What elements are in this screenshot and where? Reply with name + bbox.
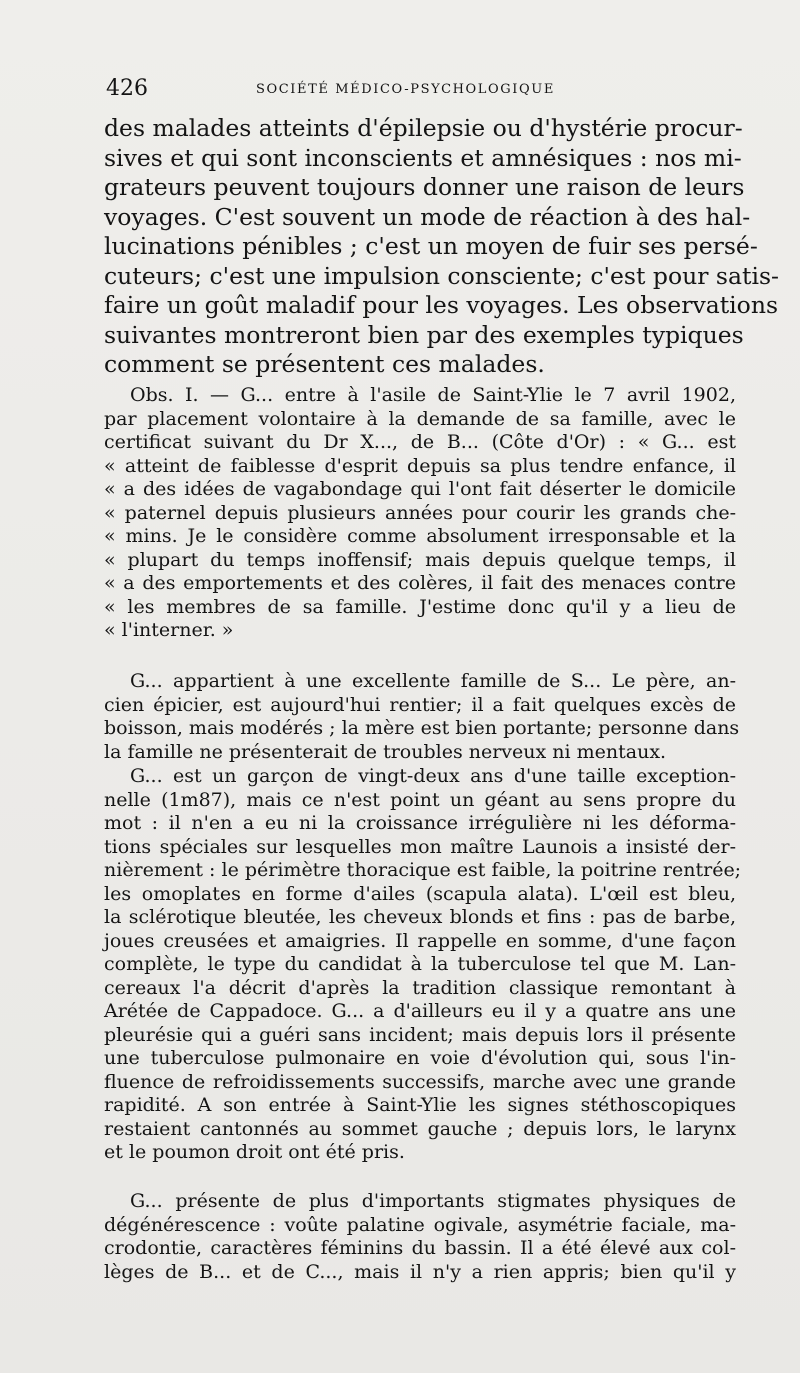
text-line: G... présente de plus d'importants stigmates physiques de [130, 1190, 736, 1212]
text-line: voyages. C'est souvent un mode de réaction à des hal- [104, 202, 751, 231]
text-line: tions spéciales sur lesquelles mon maître Launois a insisté der- [104, 835, 736, 858]
text-line: une tuberculose pulmonaire en voie d'évolution qui, sous l'in- [104, 1047, 736, 1069]
stigmata-paragraph [104, 1190, 736, 1284]
text-line: Obs. I. — G... entre à l'asile de Saint-Ylie le 7 avril 1902, [130, 384, 736, 406]
text-line: « plupart du temps inoffensif; mais depuis quelque temps, il [104, 548, 736, 571]
text-line: complète, le type du candidat à la tuberculose tel que M. Lan- [104, 953, 736, 975]
text-line: comment se présentent ces malades. [104, 350, 545, 378]
text-line: « mins. Je le considère comme absolument irresponsable et la [104, 525, 736, 547]
text-line: nièrement : le périmètre thoracique est faible, la poitrine rentrée; [104, 859, 742, 881]
text-line: cereaux l'a décrit d'après la tradition classique remontant à [104, 976, 736, 999]
text-line: la sclérotique bleutée, les cheveux blonds et fins : pas de barbe, [104, 906, 736, 928]
text-line: « les membres de sa famille. J'estime donc qu'il y a lieu de [104, 595, 736, 618]
text-line: restaient cantonnés au sommet gauche ; depuis lors, le larynx [104, 1117, 736, 1140]
text-line: des malades atteints d'épilepsie ou d'hystérie procur- [104, 114, 743, 142]
text-line: cien épicier, est aujourd'hui rentier; il a fait quelques excès de [104, 693, 736, 716]
page-number: 426 [106, 76, 148, 101]
text-line: dégénérescence : voûte palatine ogivale, asymétrie faciale, ma- [104, 1213, 736, 1236]
text-line: « a des emportements et des colères, il fait des menaces contre [104, 572, 736, 594]
text-line: « paternel depuis plusieurs années pour courir les grands che- [104, 501, 736, 524]
family-paragraph [104, 670, 740, 764]
text-line: et le poumon droit ont été pris. [104, 1141, 405, 1163]
text-line: pleurésie qui a guéri sans incident; mais depuis lors il présente [104, 1023, 736, 1046]
text-line: « l'interner. » [104, 619, 234, 641]
text-line: « atteint de faiblesse d'esprit depuis sa plus tendre enfance, il [104, 454, 736, 477]
text-line: G... est un garçon de vingt-deux ans d'une taille exception- [130, 765, 736, 787]
text-line: nelle (1m87), mais ce n'est point un géant au sens propre du [104, 788, 736, 811]
text-line: lucinations pénibles ; c'est un moyen de fuir ses persé- [104, 232, 758, 260]
text-line: lèges de B... et de C..., mais il n'y a rien appris; bien qu'il y [104, 1260, 736, 1283]
text-line: la famille ne présenterait de troubles nerveux ni mentaux. [104, 740, 667, 763]
text-line: crodontie, caractères féminins du bassin. Il a été élevé aux col- [104, 1237, 736, 1259]
text-line: les omoplates en forme d'ailes (scapula alata). L'œil est bleu, [104, 882, 736, 905]
text-line: grateurs peuvent toujours donner une raison de leurs [104, 173, 745, 201]
intro-paragraph [104, 114, 779, 380]
text-line: suivantes montreront bien par des exemples typiques [104, 320, 744, 349]
text-line: « a des idées de vagabondage qui l'ont fait déserter le domicile [104, 478, 736, 500]
text-line: faire un goût maladif pour les voyages. Les observations [104, 291, 779, 319]
text-line: boisson, mais modérés ; la mère est bien portante; personne dans [104, 717, 740, 739]
physical-description-paragraph [104, 765, 742, 1165]
text-line: G... appartient à une excellente famille de S... Le père, an- [130, 670, 736, 692]
running-head: SOCIÉTÉ MÉDICO-PSYCHOLOGIQUE [256, 82, 555, 97]
text-line: Arétée de Cappadoce. G... a d'ailleurs eu il y a quatre ans une [104, 1000, 736, 1022]
page-header [106, 76, 746, 102]
observation-1-paragraph [104, 384, 736, 643]
text-line: cuteurs; c'est une impulsion consciente; c'est pour satis- [104, 261, 779, 290]
text-line: fluence de refroidissements successifs, marche avec une grande [104, 1070, 736, 1093]
text-line: rapidité. A son entrée à Saint-Ylie les signes stéthoscopiques [104, 1094, 736, 1116]
text-line: mot : il n'en a eu ni la croissance irrégulière ni les déforma- [104, 812, 736, 834]
text-line: par placement volontaire à la demande de sa famille, avec le [104, 407, 736, 430]
text-line: certificat suivant du Dr X..., de B... (Côte d'Or) : « G... est [104, 431, 736, 453]
text-line: joues creusées et amaigries. Il rappelle en somme, d'une façon [104, 929, 736, 952]
text-line: sives et qui sont inconscients et amnésiques : nos mi- [104, 143, 742, 172]
